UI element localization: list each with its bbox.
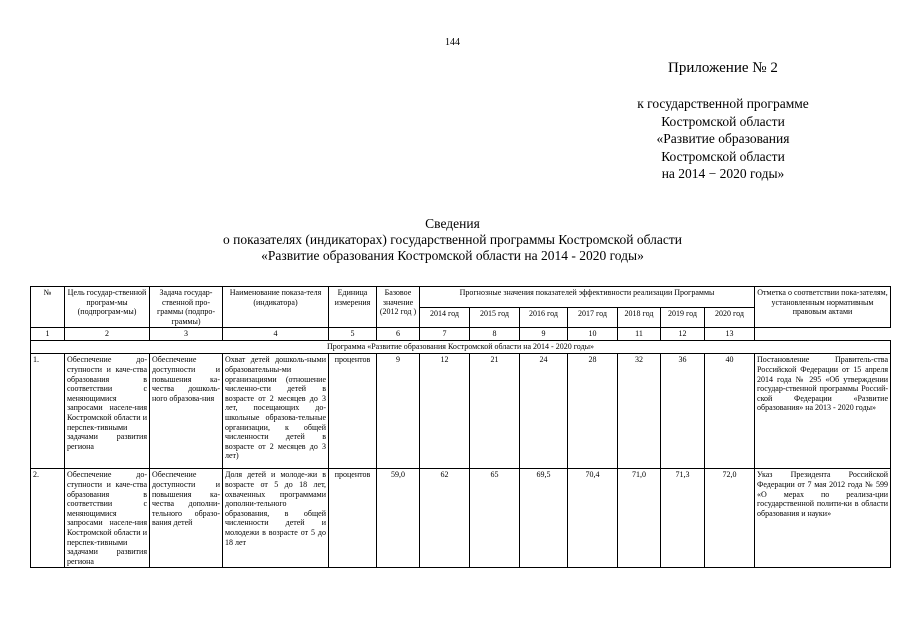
column-number: 4: [223, 328, 329, 341]
heading-line: Сведения: [425, 216, 480, 231]
program-row: [31, 341, 891, 354]
header-year: 2014 год: [420, 307, 470, 328]
heading-line: о показателях (индикаторах) государственной программы Костромской области: [223, 232, 682, 247]
document-heading: [0, 216, 905, 264]
row-note: Указ Президента Российской Федерации от 7 мая 2012 года № 599 «О мерах по реализа-ции государственной полити-ки в области образования и науки»: [755, 469, 891, 568]
appendix-line: на 2014 − 2020 годы»: [661, 166, 785, 181]
column-number: 13: [705, 328, 755, 341]
row-base-value: 59,0: [377, 469, 420, 568]
header-year: 2019 год: [661, 307, 705, 328]
header-task: Задача государ-ственной про-граммы (подпро-граммы): [150, 287, 223, 328]
row-num: 1.: [31, 354, 65, 469]
column-number: 12: [661, 328, 705, 341]
row-goal: Обеспечение до-ступности и каче-ства образования в соответствии с меняющимися запросами населе-ния Костромской области и перспек-тивными задачами развития региона: [65, 354, 150, 469]
row-value-2020: 72,0: [705, 469, 755, 568]
header-unit: Единица измерения: [329, 287, 377, 328]
table-row: [31, 469, 891, 568]
row-value-2017: 28: [568, 354, 618, 469]
row-task: Обеспечение доступности и повышения ка-чества дополни-тельного образо-вания детей: [150, 469, 223, 568]
column-number: 3: [150, 328, 223, 341]
row-value-2019: 71,3: [661, 469, 705, 568]
header-year: 2017 год: [568, 307, 618, 328]
row-indicator: Доля детей и молоде-жи в возрасте от 5 до 18 лет, охваченных программами дополни-тельного образования, в общей численности детей и молодежи в возрасте от 5 до 18 лет: [223, 469, 329, 568]
row-indicator: Охват детей дошколь-ными образовательны-ми организациями (отношение численно-сти детей в возрасте от 2 месяцев до 3 лет, посещающих до-школьные образова-тельные организации, к общей численности детей в возрасте от 2 месяцев до 3 лет): [223, 354, 329, 469]
row-value-2019: 36: [661, 354, 705, 469]
row-value-2016: 69,5: [520, 469, 568, 568]
program-title: Программа «Развитие образования Костромской области на 2014 - 2020 годы»: [31, 341, 891, 354]
column-number: 1: [31, 328, 65, 341]
column-numbers-row: [31, 328, 891, 341]
column-number: 9: [520, 328, 568, 341]
appendix-line: Костромской области: [661, 113, 785, 129]
header-base: Базовое значение (2012 год ): [377, 287, 420, 328]
header-indicator: Наименование показа-теля (индикатора): [223, 287, 329, 328]
column-number: 8: [470, 328, 520, 341]
header-num: №: [31, 287, 65, 328]
header-forecast-group: Прогнозные значения показателей эффективности реализации Программы: [420, 287, 755, 308]
row-value-2017: 70,4: [568, 469, 618, 568]
row-unit: процентов: [329, 469, 377, 568]
header-year: 2016 год: [520, 307, 568, 328]
row-value-2015: 65: [470, 469, 520, 568]
header-note: Отметка о соответствии пока-зателям, установленным нормативным правовым актами: [755, 287, 891, 328]
row-value-2018: 71,0: [618, 469, 661, 568]
row-value-2014: 12: [420, 354, 470, 469]
appendix-title: Приложение № 2: [668, 60, 778, 76]
row-value-2016: 24: [520, 354, 568, 469]
appendix-reference: [600, 95, 846, 183]
indicators-table: [30, 286, 891, 568]
row-value-2018: 32: [618, 354, 661, 469]
column-number: 2: [65, 328, 150, 341]
column-number: 5: [329, 328, 377, 341]
row-base-value: 9: [377, 354, 420, 469]
row-goal: Обеспечение до-ступности и каче-ства образования в соответствии с меняющимися запросами населе-ния Костромской области и перспек-тивными задачами развития региона: [65, 469, 150, 568]
column-number: 11: [618, 328, 661, 341]
table-header-row: [31, 287, 891, 308]
appendix-line: «Развитие образования: [656, 131, 790, 146]
appendix-line: к государственной программе: [637, 96, 809, 111]
row-task: Обеспечение доступности и повышения ка-чества дошколь-ного образова-ния: [150, 354, 223, 469]
heading-line: «Развитие образования Костромской области на 2014 - 2020 годы»: [261, 248, 644, 263]
column-number: 10: [568, 328, 618, 341]
row-num: 2.: [31, 469, 65, 568]
appendix-line: Костромской области: [661, 148, 785, 164]
page-number: 144: [445, 37, 460, 48]
row-value-2015: 21: [470, 354, 520, 469]
row-value-2014: 62: [420, 469, 470, 568]
row-note: Постановление Правитель-ства Российской Федерации от 15 апреля 2014 года № 295 «Об утверждении государ-ственной программы Россий-ской Федерации «Развитие образования» на 2013 - 2020 годы»: [755, 354, 891, 469]
header-year: 2015 год: [470, 307, 520, 328]
header-year: 2020 год: [705, 307, 755, 328]
row-value-2020: 40: [705, 354, 755, 469]
table-row: [31, 354, 891, 469]
header-goal: Цель государ-ственной програм-мы (подпрограм-мы): [65, 287, 150, 328]
header-year: 2018 год: [618, 307, 661, 328]
column-number: 7: [420, 328, 470, 341]
column-number: 6: [377, 328, 420, 341]
row-unit: процентов: [329, 354, 377, 469]
